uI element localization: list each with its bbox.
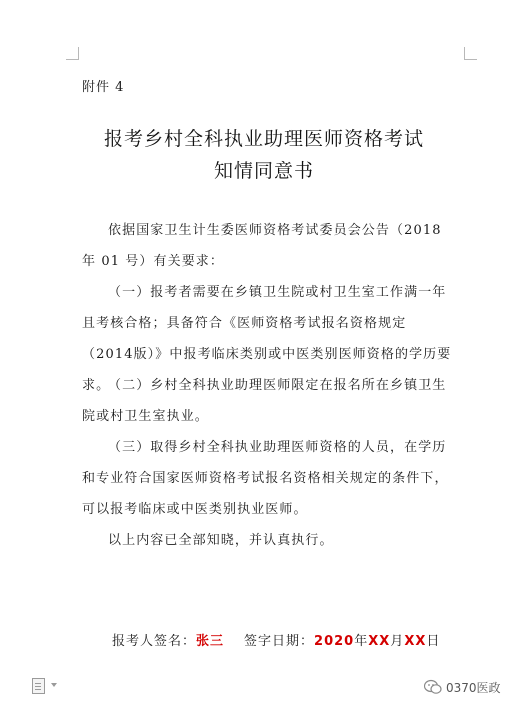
date-month: XX bbox=[368, 634, 391, 649]
acknowledgement-paragraph: 以上内容已全部知晓，并认真执行。 bbox=[108, 533, 334, 548]
intro-paragraph: 依据国家卫生计生委医师资格考试委员会公告（2018年 01 号）有关要求： bbox=[82, 223, 442, 269]
date-year: 2020 bbox=[314, 634, 355, 649]
document-title-line-1: 报考乡村全科执业助理医师资格考试 bbox=[103, 128, 424, 150]
document-title-line-2: 知情同意书 bbox=[213, 160, 314, 182]
date-month-unit: 月 bbox=[390, 634, 405, 649]
wechat-icon bbox=[424, 679, 442, 695]
clause-3-paragraph: （三）取得乡村全科执业助理医师资格的人员，在学历和专业符合国家医师资格考试报名资格相关规定的条件下，可以报考临床或中医类别执业医师。 bbox=[82, 440, 449, 517]
clause-1-paragraph: （一）报考者需要在乡镇卫生院或村卫生室工作满一年且考核合格；具备符合《医师资格考试报名资格规定（2014版）》中报考临床类别或中医类别医师资格的学历要求。 bbox=[82, 285, 452, 393]
date-year-unit: 年 bbox=[354, 634, 369, 649]
signature-line bbox=[112, 630, 440, 649]
document-icon[interactable] bbox=[32, 678, 45, 694]
attachment-label: 附件 4 bbox=[82, 80, 125, 95]
date-day-unit: 日 bbox=[426, 634, 441, 649]
signer-name: 张三 bbox=[196, 634, 225, 649]
crop-mark-top-left bbox=[66, 47, 79, 60]
date-label: 签字日期： bbox=[244, 634, 315, 649]
date-day: XX bbox=[404, 634, 427, 649]
clause-2-paragraph: （二）乡村全科执业助理医师限定在报名所在乡镇卫生院或村卫生室执业。 bbox=[82, 378, 447, 424]
dropdown-arrow-icon[interactable] bbox=[51, 683, 57, 687]
crop-mark-top-right bbox=[464, 47, 477, 60]
watermark-text: 0370医政 bbox=[446, 681, 501, 695]
signer-label: 报考人签名： bbox=[112, 634, 197, 649]
